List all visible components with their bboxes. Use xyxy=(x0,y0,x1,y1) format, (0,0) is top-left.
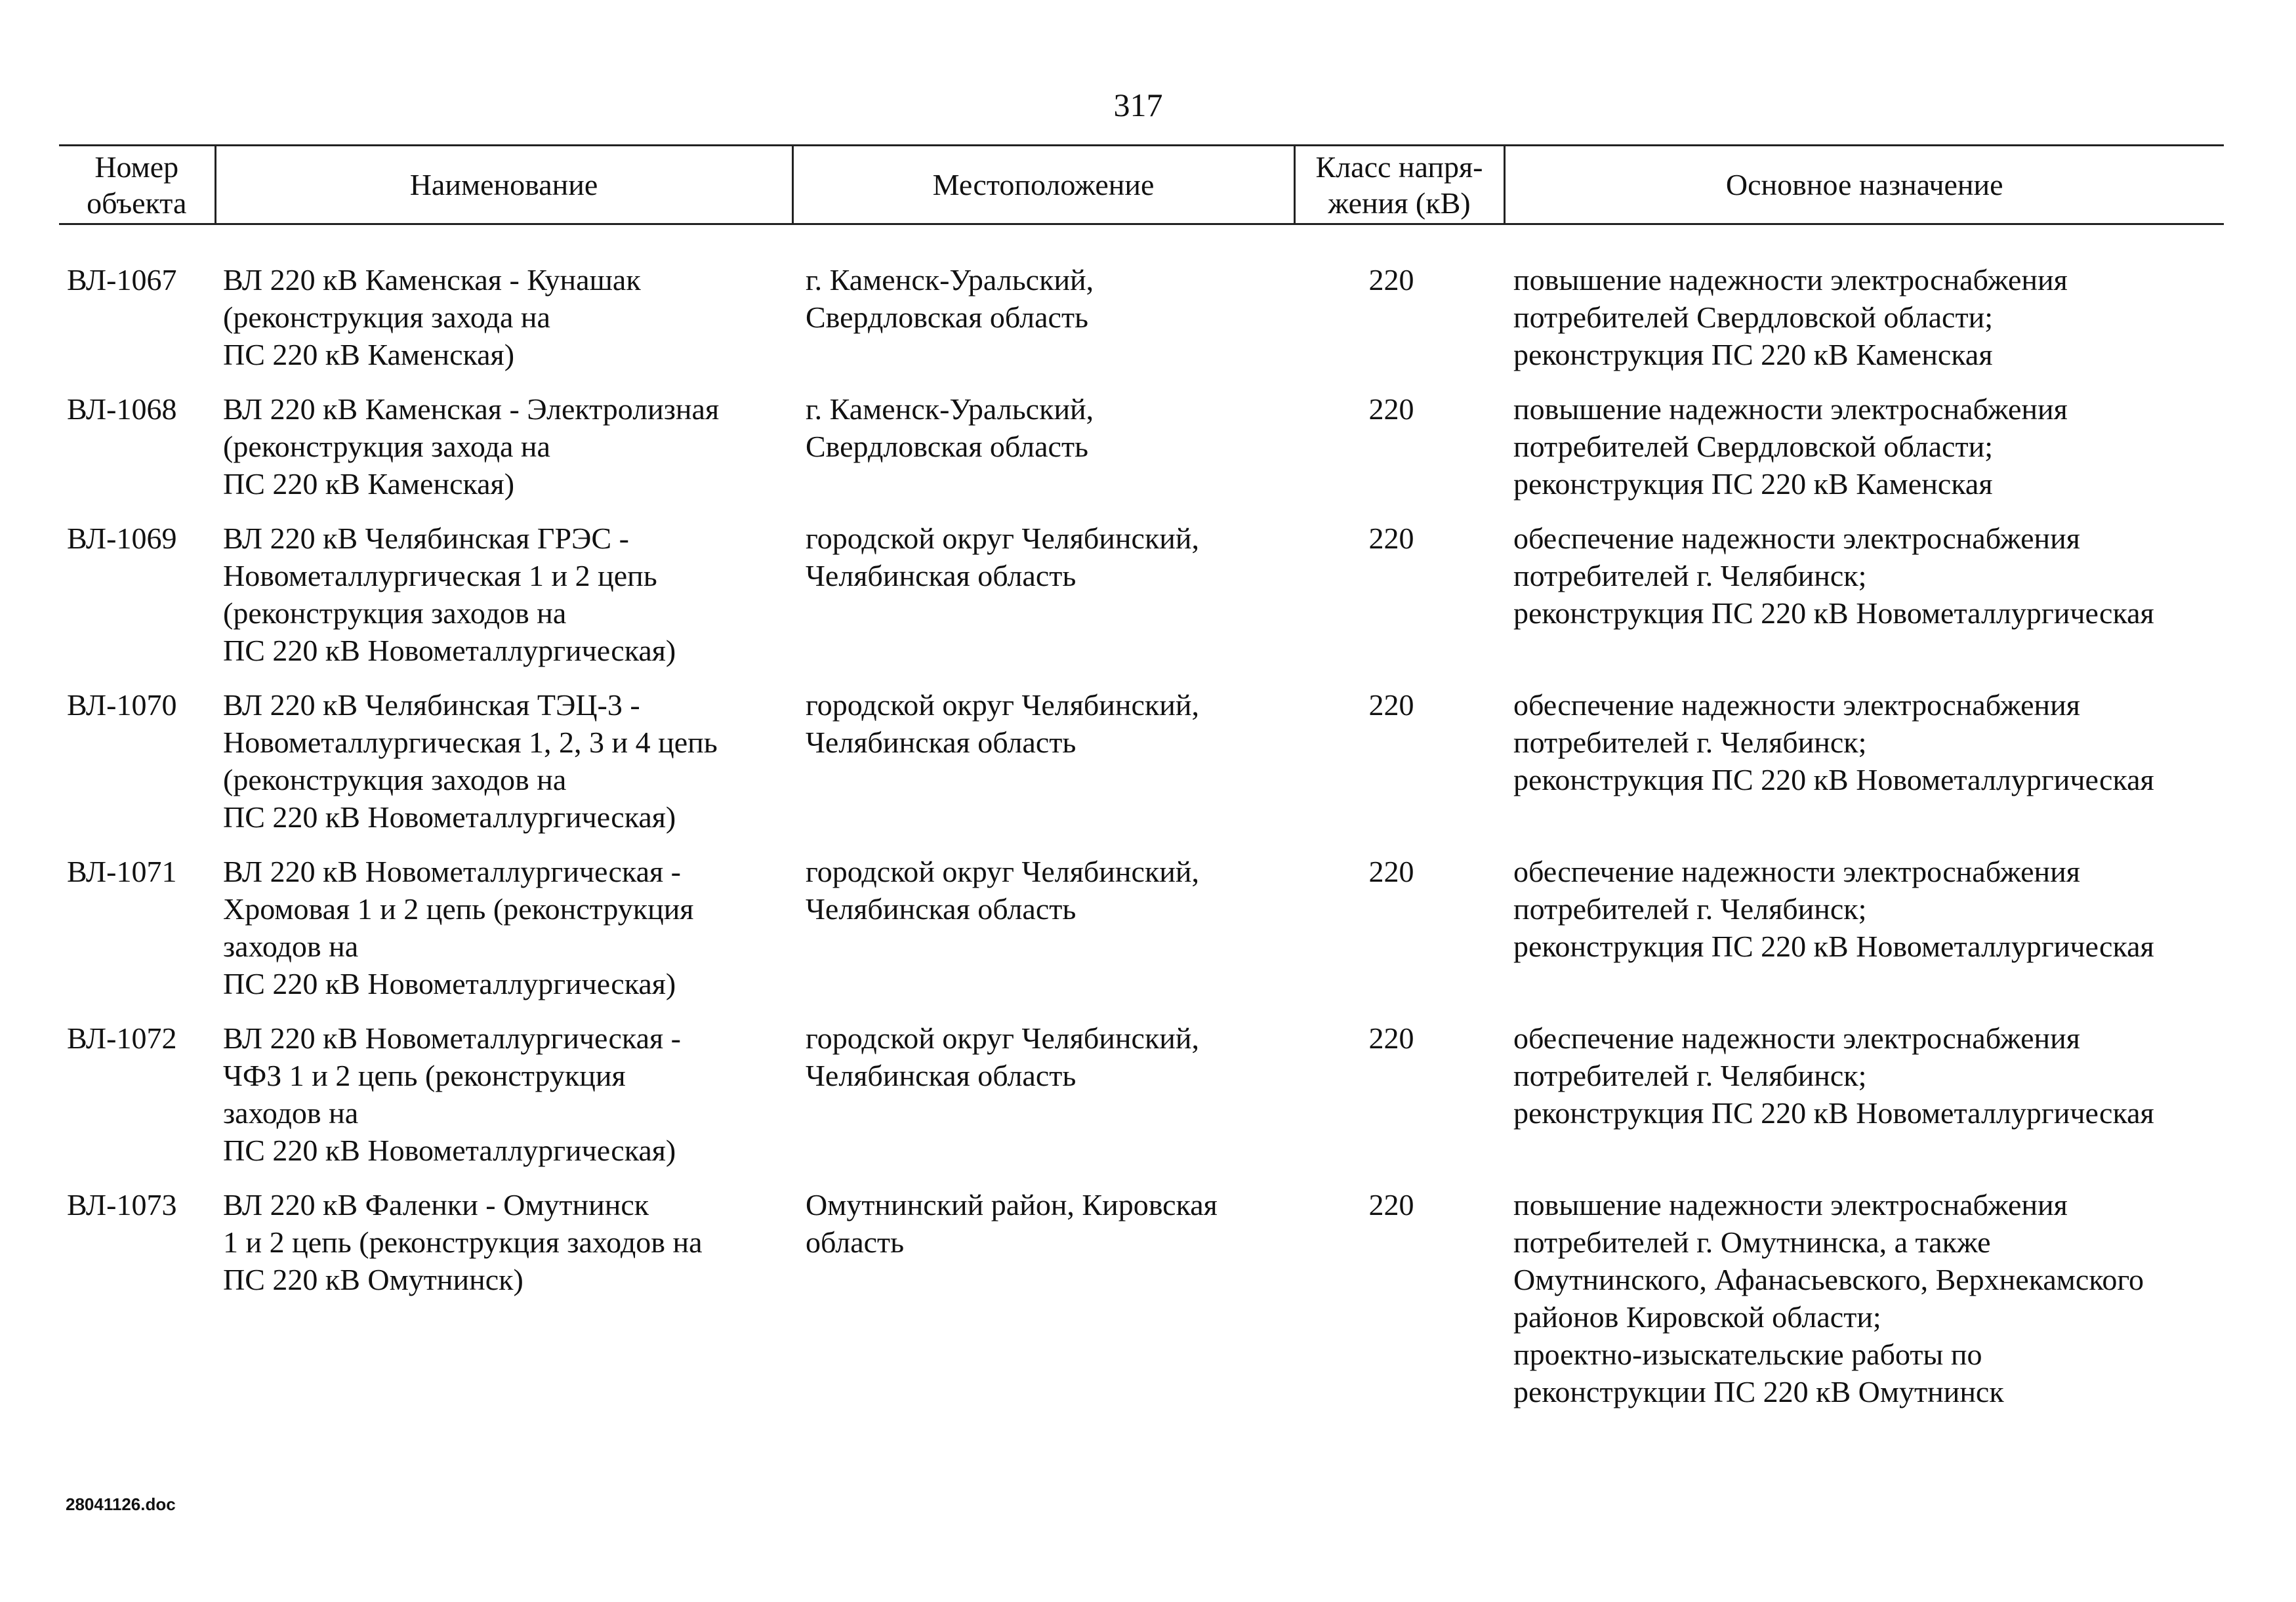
cell-purpose: повышение надежности электроснабжения потребителей Свердловской области; реконструкция ПС 220 кВ Каменская xyxy=(1513,392,2068,501)
cell-object-name: ВЛ 220 кВ Новометаллургическая - Хромовая 1 и 2 цепь (реконструкция заходов на ПС 220 кВ Новометаллургическая) xyxy=(223,855,694,1000)
cell-object-number: ВЛ-1071 xyxy=(67,855,177,888)
cell-purpose: обеспечение надежности электроснабжения потребителей г. Челябинск; реконструкция ПС 220 кВ Новометаллургическая xyxy=(1513,688,2154,796)
header-number: Номер объекта xyxy=(59,146,215,224)
cell-location: городской округ Челябинский, Челябинская область xyxy=(806,1021,1200,1092)
cell-voltage: 220 xyxy=(1368,688,1414,722)
cell-object-number: ВЛ-1068 xyxy=(67,392,177,426)
table-body xyxy=(59,224,2224,1428)
cell-location: городской округ Челябинский, Челябинская область xyxy=(806,688,1200,759)
document-filename: 28041126.doc xyxy=(66,1494,176,1514)
cell-object-name: ВЛ 220 кВ Фаленки - Омутнинск 1 и 2 цепь (реконструкция заходов на ПС 220 кВ Омутнинск) xyxy=(223,1188,703,1296)
cell-object-name: ВЛ 220 кВ Челябинская ГРЭС - Новометаллургическая 1 и 2 цепь (реконструкция заходов на ПС 220 кВ Новометаллургическая) xyxy=(223,522,676,667)
cell-purpose: повышение надежности электроснабжения потребителей г. Омутнинска, а также Омутнинского, Афанасьевского, Верхнекамского районов Кировской области; проектно-изыскательские работы по реконструкции ПС 220 кВ Омутнинск xyxy=(1513,1188,2144,1408)
table-row xyxy=(59,853,2224,1019)
cell-purpose: обеспечение надежности электроснабжения потребителей г. Челябинск; реконструкция ПС 220 кВ Новометаллургическая xyxy=(1513,522,2154,630)
table-row xyxy=(59,1019,2224,1186)
table-row xyxy=(59,261,2224,390)
header-voltage: Класс напря-жения (кВ) xyxy=(1294,146,1504,224)
header-purpose: Основное назначение xyxy=(1504,146,2224,224)
header-location: Местоположение xyxy=(792,146,1294,224)
cell-object-number: ВЛ-1070 xyxy=(67,688,177,722)
table-row xyxy=(59,520,2224,686)
cell-voltage: 220 xyxy=(1368,392,1414,426)
cell-purpose: повышение надежности электроснабжения потребителей Свердловской области; реконструкция ПС 220 кВ Каменская xyxy=(1513,263,2068,371)
cell-location: г. Каменск-Уральский, Свердловская область xyxy=(806,263,1094,334)
cell-voltage: 220 xyxy=(1368,522,1414,555)
table-spacer xyxy=(59,224,2224,262)
cell-location: г. Каменск-Уральский, Свердловская область xyxy=(806,392,1094,463)
cell-object-number: ВЛ-1067 xyxy=(67,263,177,297)
cell-object-number: ВЛ-1073 xyxy=(67,1188,177,1222)
cell-object-name: ВЛ 220 кВ Новометаллургическая - ЧФЗ 1 и 2 цепь (реконструкция заходов на ПС 220 кВ Новометаллургическая) xyxy=(223,1021,681,1167)
cell-voltage: 220 xyxy=(1368,1021,1414,1055)
cell-voltage: 220 xyxy=(1368,1188,1414,1222)
cell-voltage: 220 xyxy=(1368,263,1414,297)
cell-object-number: ВЛ-1072 xyxy=(67,1021,177,1055)
cell-object-name: ВЛ 220 кВ Каменская - Электролизная (реконструкция захода на ПС 220 кВ Каменская) xyxy=(223,392,720,501)
table-header xyxy=(59,146,2224,224)
cell-location: Омутнинский район, Кировская область xyxy=(806,1188,1218,1259)
table-row xyxy=(59,686,2224,853)
cell-object-number: ВЛ-1069 xyxy=(67,522,177,555)
cell-voltage: 220 xyxy=(1368,855,1414,888)
objects-table xyxy=(59,144,2224,1427)
page-number: 317 xyxy=(1113,87,1163,123)
cell-object-name: ВЛ 220 кВ Челябинская ТЭЦ-3 - Новометаллургическая 1, 2, 3 и 4 цепь (реконструкция заходов на ПС 220 кВ Новометаллургическая) xyxy=(223,688,718,834)
cell-location: городской округ Челябинский, Челябинская область xyxy=(806,522,1200,592)
cell-object-name: ВЛ 220 кВ Каменская - Кунашак (реконструкция захода на ПС 220 кВ Каменская) xyxy=(223,263,641,371)
cell-purpose: обеспечение надежности электроснабжения потребителей г. Челябинск; реконструкция ПС 220 кВ Новометаллургическая xyxy=(1513,1021,2154,1130)
header-name: Наименование xyxy=(215,146,792,224)
table-row xyxy=(59,1186,2224,1427)
cell-purpose: обеспечение надежности электроснабжения потребителей г. Челябинск; реконструкция ПС 220 кВ Новометаллургическая xyxy=(1513,855,2154,963)
cell-location: городской округ Челябинский, Челябинская область xyxy=(806,855,1200,926)
table-row xyxy=(59,390,2224,520)
